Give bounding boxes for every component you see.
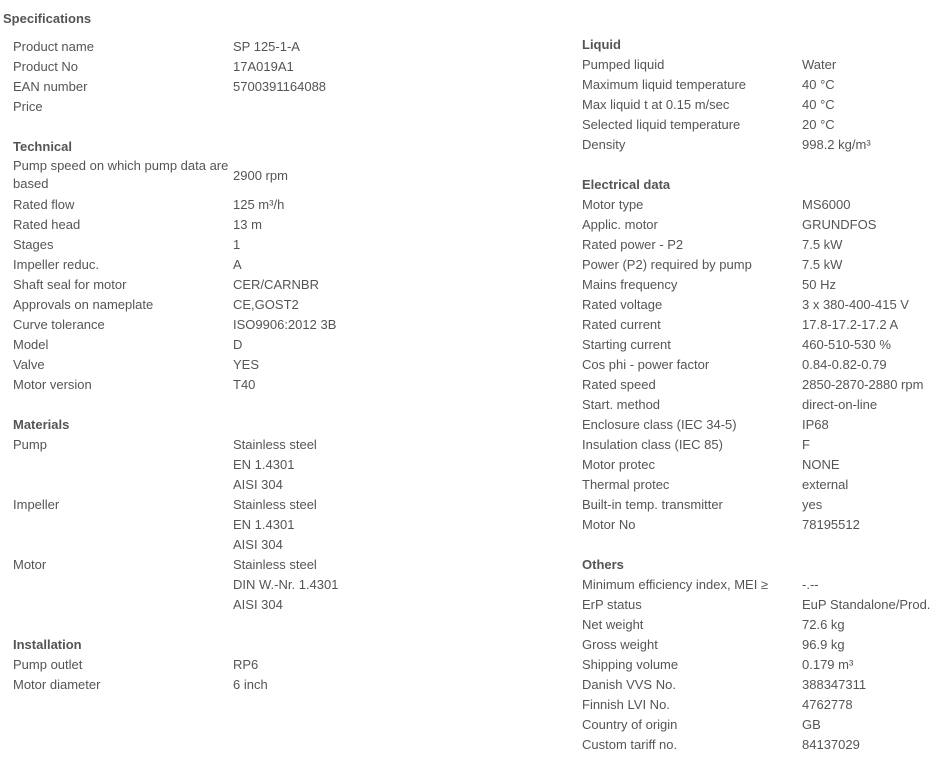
spec-label: Finnish LVI No. xyxy=(582,697,670,712)
spec-label: Rated flow xyxy=(13,197,75,212)
spec-row xyxy=(582,615,952,635)
spec-value xyxy=(233,435,573,495)
material-line: AISI 304 xyxy=(233,537,283,552)
spec-row xyxy=(13,275,573,295)
spec-value xyxy=(233,555,573,615)
spec-label: Mains frequency xyxy=(582,277,678,292)
spec-value: ISO9906:2012 3B xyxy=(233,317,337,332)
spec-row xyxy=(582,95,952,115)
spec-value: Water xyxy=(802,57,837,72)
spec-row xyxy=(582,495,952,515)
spec-row xyxy=(13,355,573,375)
material-line: AISI 304 xyxy=(233,477,283,492)
section-title-others: Others xyxy=(582,557,624,572)
spec-row xyxy=(582,255,952,275)
spec-label: EAN number xyxy=(13,79,88,94)
spec-row xyxy=(582,695,952,715)
spec-row-pump-material xyxy=(13,435,573,495)
spec-row xyxy=(582,315,952,335)
spec-row xyxy=(13,157,573,195)
spec-label: Valve xyxy=(13,357,45,372)
spec-value: MS6000 xyxy=(802,197,851,212)
spec-value: 0.84-0.82-0.79 xyxy=(802,357,887,372)
material-line: EN 1.4301 xyxy=(233,457,295,472)
spec-row xyxy=(13,315,573,335)
spec-row xyxy=(13,57,573,77)
spec-row xyxy=(582,115,952,135)
spec-row xyxy=(582,275,952,295)
liquid-section xyxy=(582,35,952,155)
spec-label: Rated head xyxy=(13,217,81,232)
material-line: Stainless steel xyxy=(233,497,317,512)
spec-value: CER/CARNBR xyxy=(233,277,319,292)
spec-label: Net weight xyxy=(582,617,644,632)
material-line: EN 1.4301 xyxy=(233,517,295,532)
spec-value: 2900 rpm xyxy=(233,168,288,183)
spec-row xyxy=(13,97,573,117)
spec-label: Approvals on nameplate xyxy=(13,297,154,312)
spec-label: Pumped liquid xyxy=(582,57,665,72)
spec-row xyxy=(582,295,952,315)
spec-value: 998.2 kg/m³ xyxy=(802,137,871,152)
section-title-installation: Installation xyxy=(13,637,82,652)
spec-value: 84137029 xyxy=(802,737,860,752)
material-line: Stainless steel xyxy=(233,437,317,452)
spec-label: Country of origin xyxy=(582,717,678,732)
spec-label: Shipping volume xyxy=(582,657,679,672)
spec-value: -.-- xyxy=(802,577,819,592)
spec-label: Model xyxy=(13,337,49,352)
spec-label: Selected liquid temperature xyxy=(582,117,741,132)
spec-label: Custom tariff no. xyxy=(582,737,678,752)
section-title-electrical: Electrical data xyxy=(582,177,671,192)
material-line: Stainless steel xyxy=(233,557,317,572)
spec-row xyxy=(582,515,952,535)
spec-value xyxy=(233,495,573,555)
spec-label: Maximum liquid temperature xyxy=(582,77,747,92)
spec-row xyxy=(13,77,573,97)
spec-row xyxy=(582,575,952,595)
spec-value: 13 m xyxy=(233,217,262,232)
spec-label: Thermal protec xyxy=(582,477,670,492)
spec-row xyxy=(13,255,573,275)
spec-label: Max liquid t at 0.15 m/sec xyxy=(582,97,730,112)
spec-value: 5700391164088 xyxy=(233,79,327,94)
spec-value: 17.8-17.2-17.2 A xyxy=(802,317,899,332)
spec-value: YES xyxy=(233,357,260,372)
spec-value: NONE xyxy=(802,457,840,472)
spec-label: Enclosure class (IEC 34-5) xyxy=(582,417,737,432)
spec-row xyxy=(582,415,952,435)
spec-value: 72.6 kg xyxy=(802,617,845,632)
materials-section xyxy=(13,415,573,615)
spec-row xyxy=(582,135,952,155)
spec-label: Rated speed xyxy=(582,377,656,392)
spec-row xyxy=(582,195,952,215)
spec-label: Applic. motor xyxy=(582,217,658,232)
spec-label: Rated current xyxy=(582,317,661,332)
spec-label: Motor type xyxy=(582,197,644,212)
spec-value: 125 m³/h xyxy=(233,197,285,212)
spec-value: D xyxy=(233,337,243,352)
spec-value: 6 inch xyxy=(233,677,268,692)
spec-row-impeller-material xyxy=(13,495,573,555)
spec-label: Impeller xyxy=(13,497,60,512)
spec-row xyxy=(582,395,952,415)
spec-row xyxy=(582,375,952,395)
spec-row xyxy=(582,355,952,375)
spec-row xyxy=(13,675,573,695)
spec-value: A xyxy=(233,257,242,272)
spec-value: IP68 xyxy=(802,417,829,432)
spec-value: 460-510-530 % xyxy=(802,337,891,352)
spec-value: 0.179 m³ xyxy=(802,657,854,672)
spec-value xyxy=(233,97,573,117)
spec-label: Cos phi - power factor xyxy=(582,357,710,372)
spec-row-motor-material xyxy=(13,555,573,615)
spec-value: 3 x 380-400-415 V xyxy=(802,297,909,312)
spec-value: 40 °C xyxy=(802,97,835,112)
spec-value: yes xyxy=(802,497,823,512)
left-spec-column xyxy=(13,37,573,695)
spec-value: GRUNDFOS xyxy=(802,217,877,232)
spec-label: ErP status xyxy=(582,597,642,612)
spec-label: Product name xyxy=(13,39,94,54)
spec-label: Impeller reduc. xyxy=(13,257,99,272)
spec-row xyxy=(13,375,573,395)
spec-label: Rated voltage xyxy=(582,297,663,312)
spec-label: Gross weight xyxy=(582,637,658,652)
spec-value: external xyxy=(802,477,849,492)
spec-row xyxy=(13,37,573,57)
spec-value: 388347311 xyxy=(802,677,867,692)
spec-row xyxy=(582,595,952,615)
spec-row xyxy=(582,55,952,75)
spec-label: Density xyxy=(582,137,626,152)
spec-row xyxy=(582,475,952,495)
spec-value: 20 °C xyxy=(802,117,835,132)
spec-label: Starting current xyxy=(582,337,671,352)
spec-label: Motor diameter xyxy=(13,677,101,692)
spec-label: Motor No xyxy=(582,517,636,532)
installation-section xyxy=(13,635,573,695)
spec-row xyxy=(582,735,952,755)
material-line: AISI 304 xyxy=(233,597,283,612)
spec-label: Pump speed on which pump data are based xyxy=(13,158,229,191)
spec-value: direct-on-line xyxy=(802,397,878,412)
spec-value: F xyxy=(802,437,810,452)
spec-value: 7.5 kW xyxy=(802,237,843,252)
spec-value: 1 xyxy=(233,237,241,252)
spec-row xyxy=(582,215,952,235)
spec-row xyxy=(582,455,952,475)
page-title: Specifications xyxy=(3,11,92,26)
spec-row xyxy=(582,715,952,735)
spec-row xyxy=(582,635,952,655)
spec-label: Motor version xyxy=(13,377,92,392)
spec-label: Minimum efficiency index, MEI ≥ xyxy=(582,577,769,592)
spec-value: EuP Standalone/Prod. xyxy=(802,597,931,612)
spec-value: CE,GOST2 xyxy=(233,297,299,312)
spec-value: 4762778 xyxy=(802,697,853,712)
spec-value: 50 Hz xyxy=(802,277,836,292)
spec-label: Built-in temp. transmitter xyxy=(582,497,723,512)
section-title-liquid: Liquid xyxy=(582,37,621,52)
spec-label: Motor protec xyxy=(582,457,655,472)
spec-label: Motor xyxy=(13,557,47,572)
spec-value: GB xyxy=(802,717,821,732)
spec-label: Pump outlet xyxy=(13,657,83,672)
motor-number-link[interactable]: 78195512 xyxy=(802,517,860,532)
right-spec-column xyxy=(582,35,952,755)
spec-label: Price xyxy=(13,99,43,114)
spec-value: 7.5 kW xyxy=(802,257,843,272)
spec-row xyxy=(582,335,952,355)
spec-row xyxy=(13,335,573,355)
spec-row xyxy=(13,215,573,235)
spec-value: 17A019A1 xyxy=(233,59,294,74)
spec-label: Stages xyxy=(13,237,54,252)
material-line: DIN W.-Nr. 1.4301 xyxy=(233,577,339,592)
spec-label: Rated power - P2 xyxy=(582,237,684,252)
spec-row xyxy=(582,675,952,695)
spec-row xyxy=(582,655,952,675)
section-title-materials: Materials xyxy=(13,417,70,432)
spec-value: 96.9 kg xyxy=(802,637,845,652)
spec-value: 2850-2870-2880 rpm xyxy=(802,377,924,392)
section-title-technical: Technical xyxy=(13,139,73,154)
spec-value: T40 xyxy=(233,377,256,392)
technical-section xyxy=(13,137,573,395)
spec-row xyxy=(582,235,952,255)
spec-value: RP6 xyxy=(233,657,259,672)
spec-label: Curve tolerance xyxy=(13,317,105,332)
spec-label: Product No xyxy=(13,59,79,74)
spec-label: Shaft seal for motor xyxy=(13,277,127,292)
spec-label: Pump xyxy=(13,437,47,452)
spec-value: 40 °C xyxy=(802,77,835,92)
spec-row xyxy=(13,655,573,675)
others-section xyxy=(582,555,952,755)
spec-label: Insulation class (IEC 85) xyxy=(582,437,723,452)
spec-label: Power (P2) required by pump xyxy=(582,257,752,272)
general-section xyxy=(13,37,573,117)
spec-row xyxy=(13,195,573,215)
spec-row xyxy=(582,435,952,455)
spec-row xyxy=(13,235,573,255)
spec-label: Start. method xyxy=(582,397,661,412)
spec-row xyxy=(582,75,952,95)
spec-label: Danish VVS No. xyxy=(582,677,676,692)
spec-value: SP 125-1-A xyxy=(233,39,300,54)
electrical-section xyxy=(582,175,952,535)
spec-row xyxy=(13,295,573,315)
